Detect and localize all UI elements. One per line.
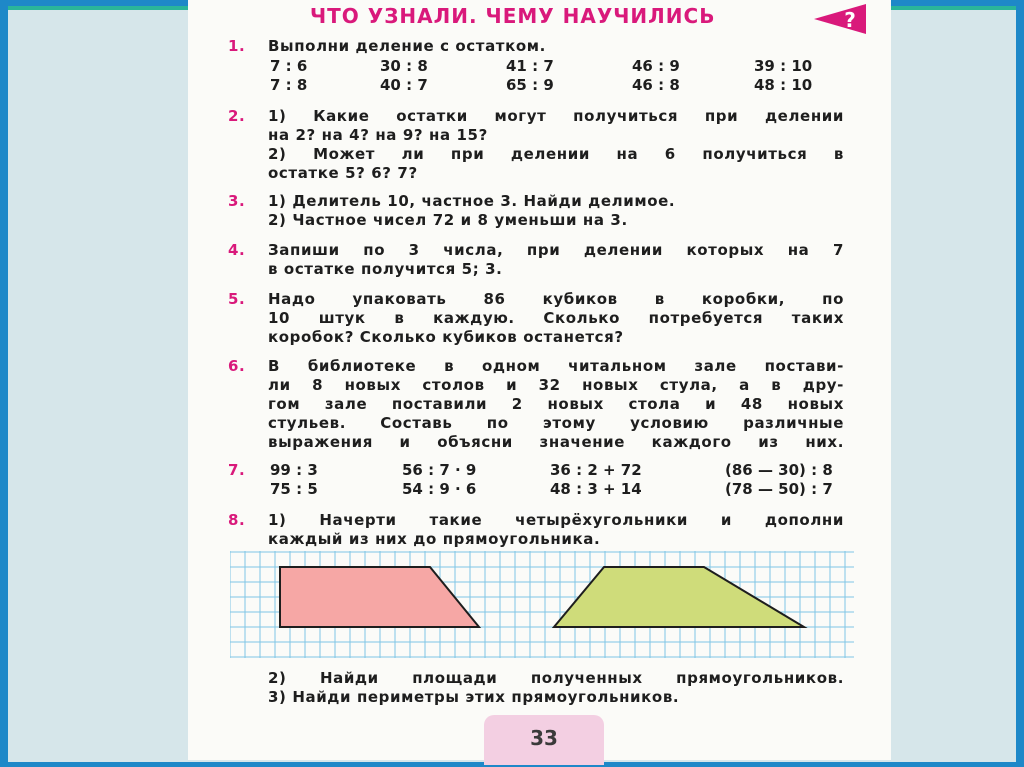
task-text: 1) Начерти такие четырёхугольники и дополни каждый из них до прямоугольника. xyxy=(268,511,844,548)
task-number: 7. xyxy=(228,461,246,479)
task-text: В библиотеке в одном читальном зале постави- ли 8 новых столов и 32 новых стула, а в дру- гом зале поставили 2 новых стола и 48 новых стульев. Составь по этому условию различные выражения и объясни значение каждого из них. xyxy=(268,357,844,451)
task-text: Надо упаковать 86 кубиков в коробки, по 10 штук в каждую. Сколько потребуется таких коробок? Сколько кубиков останется? xyxy=(268,290,844,346)
svg-text:?: ? xyxy=(844,8,856,32)
expression: 46 : 8 xyxy=(632,76,680,94)
task-number: 6. xyxy=(228,357,246,375)
task-text: Выполни деление с остатком. xyxy=(268,37,546,55)
task-number: 3. xyxy=(228,192,246,210)
expression: 30 : 8 xyxy=(380,57,428,75)
task-number: 1. xyxy=(228,37,246,55)
expression: (78 — 50) : 7 xyxy=(725,480,833,498)
task-number: 2. xyxy=(228,107,246,125)
expression: (86 — 30) : 8 xyxy=(725,461,833,479)
expression: 48 : 3 + 14 xyxy=(550,480,642,498)
task-number: 5. xyxy=(228,290,246,308)
task-number: 4. xyxy=(228,241,246,259)
expression: 7 : 6 xyxy=(270,57,308,75)
page-title: ЧТО УЗНАЛИ. ЧЕМУ НАУЧИЛИСЬ xyxy=(310,4,716,28)
task-text: 1) Делитель 10, частное 3. Найди делимое. 2) Частное чисел 72 и 8 уменьши на 3. xyxy=(268,192,676,229)
expression: 65 : 9 xyxy=(506,76,554,94)
grid-figure xyxy=(230,551,854,658)
task-text: Запиши по 3 числа, при делении которых на 7 в остатке получится 5; 3. xyxy=(268,241,844,278)
expression: 40 : 7 xyxy=(380,76,428,94)
expression: 41 : 7 xyxy=(506,57,554,75)
expression: 56 : 7 · 9 xyxy=(402,461,477,479)
task-text: 2) Найди площади полученных прямоугольников. 3) Найди периметры этих прямоугольников. xyxy=(268,669,844,706)
page-number: 33 xyxy=(530,726,558,750)
expression: 48 : 10 xyxy=(754,76,813,94)
expression: 7 : 8 xyxy=(270,76,308,94)
page-header xyxy=(188,0,891,34)
task-text: 1) Какие остатки могут получиться при делении на 2? на 4? на 9? на 15? 2) Может ли при делении на 6 получиться в остатке 5? 6? 7? xyxy=(268,107,844,182)
expression: 39 : 10 xyxy=(754,57,813,75)
expression: 46 : 9 xyxy=(632,57,680,75)
page-number-tab xyxy=(484,715,604,765)
expression: 99 : 3 xyxy=(270,461,318,479)
expression: 54 : 9 · 6 xyxy=(402,480,477,498)
expression: 36 : 2 + 72 xyxy=(550,461,642,479)
textbook-page xyxy=(188,0,891,760)
task-number: 8. xyxy=(228,511,246,529)
expression: 75 : 5 xyxy=(270,480,318,498)
question-badge-icon xyxy=(806,2,870,36)
pink-trapezoid xyxy=(280,567,479,627)
